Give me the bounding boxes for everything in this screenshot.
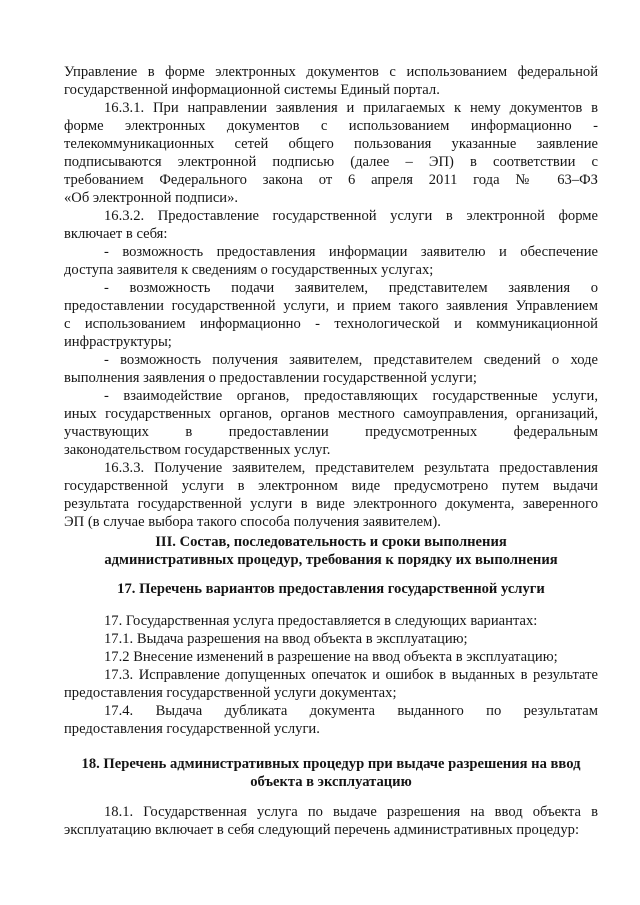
text-line: включает в себя: [64,226,168,242]
text-line: 16.3.1. При направлении заявления и прилагаемых к нему документов в [104,100,598,116]
text-line: «Об электронной подписи». [64,190,239,206]
text-line: телекоммуникационных сетей общего пользования указанные заявление [64,136,598,152]
paragraph [64,630,598,648]
paragraph [64,243,598,279]
paragraph [64,459,598,531]
paragraph [64,207,598,243]
paragraph [64,351,598,387]
paragraph [64,99,598,207]
text-line: инфраструктуры; [64,334,172,350]
heading-line: административных процедур, требования к порядку их выполнения [104,552,558,568]
paragraph [64,666,598,702]
text-line: - взаимодействие органов, предоставляющих государственные услуги, [104,388,598,404]
section-heading-3 [64,533,598,569]
paragraph [64,702,598,738]
text-line: - возможность предоставления информации заявителю и обеспечение [104,244,598,260]
text-line: - возможность получения заявителем, представителем сведений о ходе [104,352,598,368]
paragraph [64,63,598,99]
text-line: 17. Государственная услуга предоставляется в следующих вариантах: [104,613,538,629]
text-line: государственной услуги в электронном виде предусмотрено путем выдачи [64,478,598,494]
paragraph [64,279,598,351]
text-line: результата государственной услуги в виде электронного документа, заверенного [64,496,598,512]
body-text-top [64,63,598,531]
text-line: 16.3.3. Получение заявителем, представителем результата предоставления [104,460,598,476]
paragraph [64,612,598,630]
text-line: требованием Федерального закона от 6 апреля 2011 года № 63–ФЗ [64,172,598,188]
text-line: выполнения заявления о предоставлении государственной услуги; [64,370,477,386]
text-line: доступа заявителя к сведениям о государственных услугах; [64,262,434,278]
text-line: 17.3. Исправление допущенных опечаток и ошибок в выданных в результате [104,667,598,683]
text-line: государственной информационной системы Единый портал. [64,82,440,98]
text-line: предоставления государственной услуги. [64,721,320,737]
text-line: законодательством государственных услуг. [64,442,331,458]
text-line: предоставлении государственной услуги, и прием такого заявления Управлением [64,298,598,314]
text-line: с использованием информационно - технологической и коммуникационной [64,316,598,332]
text-line: - возможность подачи заявителем, представителем заявления о [104,280,598,296]
heading-line: объекта в эксплуатацию [250,774,412,790]
text-line: Управление в форме электронных документов с использованием федеральной [64,64,598,80]
heading-line: 17. Перечень вариантов предоставления государственной услуги [117,581,545,597]
section-heading-17 [64,580,598,598]
heading-line: 18. Перечень административных процедур при выдаче разрешения на ввод [81,756,581,772]
text-line: 16.3.2. Предоставление государственной услуги в электронной форме [104,208,598,224]
text-line: 18.1. Государственная услуга по выдаче разрешения на ввод объекта в [104,804,598,820]
paragraph [64,648,598,666]
paragraph [64,387,598,459]
text-line: 17.1. Выдача разрешения на ввод объекта в эксплуатацию; [104,631,468,647]
text-line: форме электронных документов с использованием информационно - [64,118,598,134]
text-line: участвующих в предоставлении предусмотренных федеральным [64,424,598,440]
text-line: иных государственных органов, органов местного самоуправления, организаций, [64,406,598,422]
text-line: ЭП (в случае выбора такого способа получения заявителем). [64,514,441,530]
text-line: 17.2 Внесение изменений в разрешение на ввод объекта в эксплуатацию; [104,649,558,665]
text-line: подписываются электронной подписью (далее – ЭП) в соответствии с [64,154,598,170]
section-heading-18 [64,755,598,791]
text-line: 17.4. Выдача дубликата документа выданного по результатам [104,703,598,719]
paragraph [64,803,598,839]
text-line: предоставления государственной услуги документах; [64,685,397,701]
text-line: эксплуатацию включает в себя следующий перечень административных процедур: [64,822,580,838]
body-text-18 [64,803,598,839]
body-text-17 [64,612,598,738]
heading-line: III. Состав, последовательность и сроки выполнения [155,534,507,550]
